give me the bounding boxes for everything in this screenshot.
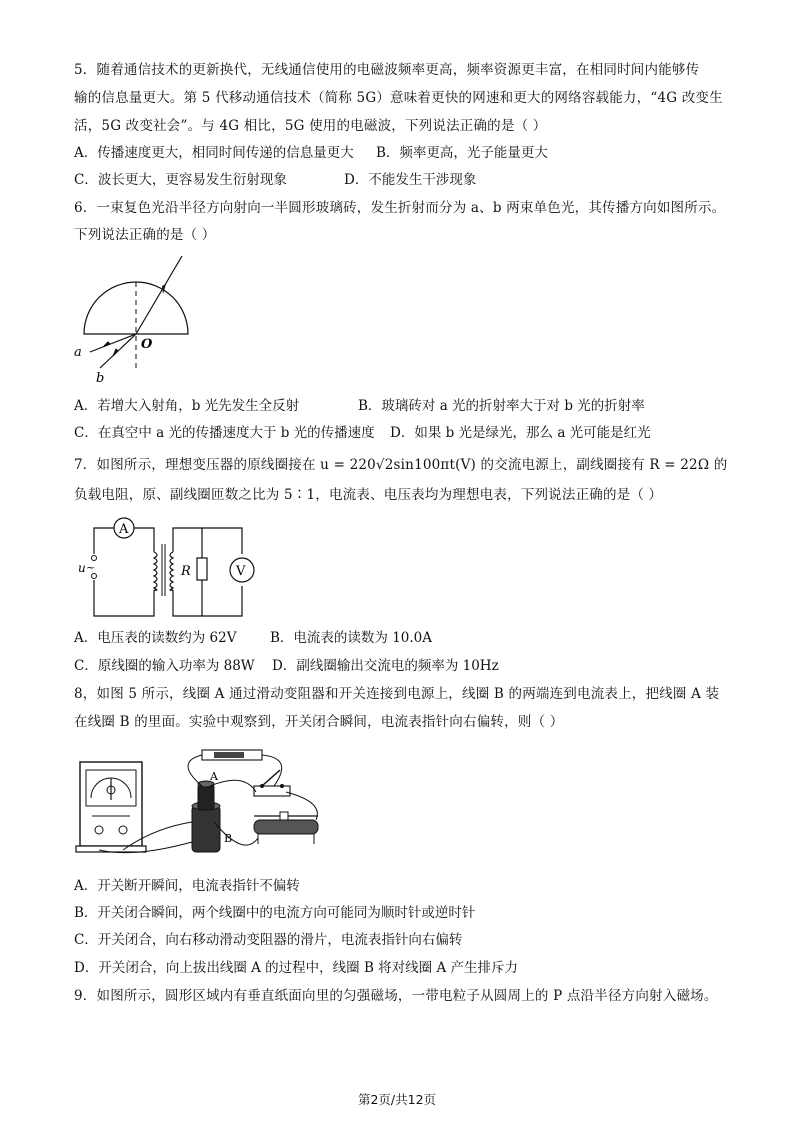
- q5-stem-line2: 输的信息量更大。第 5 代移动通信技术（简称 5G）意味着更快的网速和更大的网络容载能力，“4G 改变生: [74, 90, 723, 106]
- label-a: a: [74, 345, 82, 360]
- label-o: O: [141, 337, 153, 352]
- page-footer: 第2页/共12页: [357, 1092, 437, 1107]
- q7-stem-line1: 7．如图所示，理想变压器的原线圈接在 u = 220√2sin100πt(V) 的交流电源上，副线圈接有 R = 22Ω 的: [74, 457, 728, 473]
- q5-stem-line1: 5．随着通信技术的更新换代，无线通信使用的电磁波频率更高，频率资源更丰富，在相同时间内能够传: [74, 62, 700, 78]
- q6-option-d: D．如果 b 光是绿光，那么 a 光可能是红光: [390, 425, 651, 441]
- label-b: b: [96, 371, 105, 386]
- ammeter-label: A: [119, 522, 129, 537]
- q8-stem-line1: 8，如图 5 所示，线圈 A 通过滑动变阻器和开关连接到电源上，线圈 B 的两端连到电流表上，把线圈 A 装: [74, 686, 720, 702]
- q8-stem-line2: 在线圈 B 的里面。实验中观察到，开关闭合瞬间，电流表指针向右偏转，则（ ）: [74, 714, 564, 730]
- coil-a-label: A: [210, 770, 218, 783]
- q5-stem-line3: 活，5G 改变社会”。与 4G 相比，5G 使用的电磁波，下列说法正确的是（ ）: [74, 118, 547, 134]
- q5-option-c: C．波长更大，更容易发生衍射现象: [74, 172, 287, 188]
- q7-option-d: D．副线圈输出交流电的频率为 10Hz: [272, 658, 499, 674]
- q8-option-d: D．开关闭合，向上拔出线圈 A 的过程中，线圈 B 将对线圈 A 产生排斥力: [74, 960, 518, 976]
- q8-apparatus-figure: [74, 742, 334, 862]
- q5-option-a: A．传播速度更大，相同时间传递的信息量更大: [74, 145, 354, 161]
- resistor-r: [197, 558, 207, 580]
- source-label-u: u: [78, 561, 86, 575]
- q9-stem-line1: 9．如图所示，圆形区域内有垂直纸面向里的匀强磁场，一带电粒子从圆周上的 P 点沿半径方向射入磁场。: [74, 988, 718, 1004]
- q7-transformer-figure: [74, 514, 274, 620]
- incident-arrow-icon: [162, 284, 166, 294]
- ray-a-arrow-icon: [104, 342, 110, 346]
- q6-stem-line1: 6．一束复色光沿半径方向射向一半圆形玻璃砖，发生折射而分为 a、b 两束单色光，其传播方向如图所示。: [74, 200, 726, 216]
- secondary-coil: [170, 552, 173, 590]
- resistor-label: R: [181, 564, 191, 579]
- rheostat: [254, 820, 318, 834]
- q6-option-b: B．玻璃砖对 a 光的折射率大于对 b 光的折射率: [358, 398, 645, 414]
- q7-option-c: C．原线圈的输入功率为 88W: [74, 658, 255, 674]
- q7-stem-line2: 负载电阻，原、副线圈匝数之比为 5∶1，电流表、电压表均为理想电表，下列说法正确的是（ ）: [74, 487, 663, 503]
- ac-symbol-icon: ~: [86, 561, 96, 574]
- q8-option-a: A．开关断开瞬间，电流表指针不偏转: [74, 878, 300, 894]
- q8-option-c: C．开关闭合，向右移动滑动变阻器的滑片，电流表指针向右偏转: [74, 932, 463, 948]
- glass-brick-semicircle: [84, 282, 188, 334]
- coil-b: [192, 806, 220, 852]
- incident-ray: [136, 256, 182, 334]
- q5-option-d: D．不能发生干涉现象: [344, 172, 477, 188]
- voltmeter-label: V: [236, 564, 246, 579]
- q6-stem-line2: 下列说法正确的是（ ）: [74, 227, 216, 243]
- q7-option-a: A．电压表的读数约为 62V: [74, 630, 237, 646]
- q8-option-b: B．开关闭合瞬间，两个线圈中的电流方向可能同为顺时针或逆时针: [74, 905, 476, 921]
- q5-option-b: B．频率更高，光子能量更大: [376, 145, 548, 161]
- q6-semicircle-figure: [70, 248, 210, 388]
- q6-option-c: C．在真空中 a 光的传播速度大于 b 光的传播速度: [74, 425, 375, 441]
- coil-a: [198, 784, 214, 810]
- switch: [254, 786, 290, 796]
- primary-coil: [154, 552, 157, 590]
- ray-a: [90, 334, 136, 352]
- coil-b-label: B: [224, 832, 233, 845]
- q7-option-b: B．电流表的读数为 10.0A: [270, 630, 433, 646]
- q6-option-a: A．若增大入射角，b 光先发生全反射: [74, 398, 300, 414]
